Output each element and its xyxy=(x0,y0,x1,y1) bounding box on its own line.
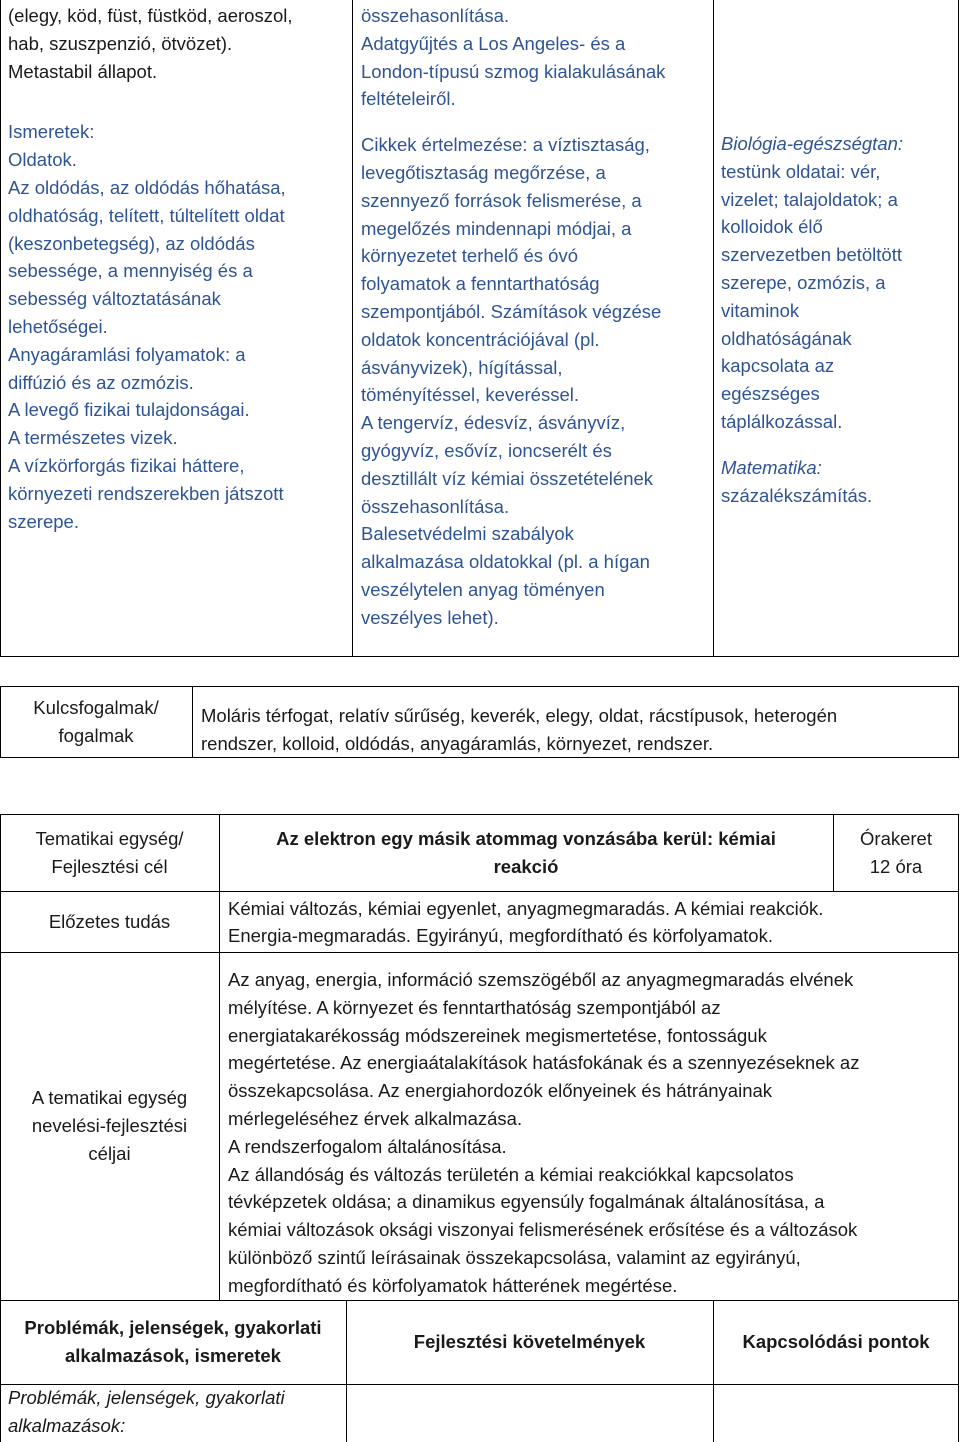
problems-heading xyxy=(8,1384,285,1440)
text-line: alkalmazások: xyxy=(8,1414,126,1436)
text-line: gyógyvíz, esővíz, ioncserélt és xyxy=(361,439,612,461)
text-line: Cikkek értelmezése: a víztisztaság, xyxy=(361,134,650,156)
hours-label: Órakeret xyxy=(860,827,932,849)
content-column xyxy=(721,130,903,509)
text-line: Az állandóság és változás területén a kémiai reakciókkal kapcsolatos xyxy=(228,1163,794,1185)
text-line: rendszer, kolloid, oldódás, anyagáramlás, környezet, rendszer. xyxy=(201,732,714,754)
text-line: reakció xyxy=(493,855,559,877)
text-line: céljai xyxy=(88,1143,131,1164)
text-line: A tengervíz, édesvíz, ásványvíz, xyxy=(361,412,626,434)
text-line: kapcsolata az xyxy=(721,355,835,377)
content-column xyxy=(8,2,293,535)
text-line: oldhatóság, telített, túltelített oldat xyxy=(8,204,285,226)
text-line: összehasonlítása. xyxy=(361,495,510,517)
top-table-bottom-border xyxy=(0,656,959,657)
text-line: megértetése. Az energiaátalakítások hatásfokának és a szennyezéseknek az xyxy=(228,1052,860,1074)
text-line: megelőzés mindennapi módjai, a xyxy=(361,217,632,239)
text-line: összehasonlítása. xyxy=(361,5,510,26)
text-line: Problémák, jelenségek, gyakorlati xyxy=(24,1317,322,1338)
text-span: szempontjából. xyxy=(361,300,486,322)
text-line: kémiai változások oksági viszonyai felismerésének erősítése és a változások xyxy=(228,1219,858,1241)
text-line: szerepe. xyxy=(8,510,79,532)
text-line: (elegy, köd, füst, füstköd, aeroszol, xyxy=(8,5,293,26)
text-line: Adatgyűjtés a Los Angeles- és a xyxy=(361,32,626,54)
col-header-requirements xyxy=(346,1300,713,1384)
text-line: töményítéssel, keveréssel. xyxy=(361,384,579,406)
text-line: kolloidok élő xyxy=(721,216,823,238)
text-line xyxy=(361,298,665,326)
prior-knowledge-label xyxy=(0,891,219,952)
text-line: A levegő fizikai tulajdonságai. xyxy=(8,399,250,421)
text-line: vizelet; talajoldatok; a xyxy=(721,188,898,210)
text-line: lehetőségei. xyxy=(8,315,108,337)
text-line: levegőtisztaság megőrzése, a xyxy=(361,161,606,183)
text-line: sebessége, a mennyiség és a xyxy=(8,260,253,282)
text-line: desztillált víz kémiai összetételének xyxy=(361,467,654,489)
text-line: oldhatóságának xyxy=(721,327,852,349)
text-line: Tematikai egység/ xyxy=(35,827,184,849)
hours-value: 12 óra xyxy=(869,855,923,877)
text-line: Az oldódás, az oldódás hőhatása, xyxy=(8,176,286,198)
text-line: (keszonbetegség), az oldódás xyxy=(8,232,255,254)
text-line: Előzetes tudás xyxy=(48,910,171,932)
text-line: veszélyes lehet). xyxy=(361,606,499,628)
text-line: ásványvizek), hígítással, xyxy=(361,356,563,378)
section-label-ismeretek: Ismeretek: xyxy=(8,121,95,143)
text-line: Balesetvédelmi szabályok xyxy=(361,523,574,545)
top-table-divider-1 xyxy=(352,0,353,656)
text-line: A természetes vizek. xyxy=(8,427,178,449)
text-line: veszélytelen anyag töményen xyxy=(361,578,605,600)
text-line: környezetet terhelő és óvó xyxy=(361,245,578,267)
prior-knowledge-text xyxy=(228,896,823,949)
text-line: Kulcsfogalmak/ xyxy=(33,697,159,718)
text-line: táplálkozással. xyxy=(721,410,843,432)
section-label-biology: Biológia-egészségtan: xyxy=(721,133,904,154)
text-line: mélyítése. A környezet és fenntarthatóság szempontjából az xyxy=(228,996,721,1018)
text-line: vitaminok xyxy=(721,299,800,321)
text-line: Kapcsolódási pontok xyxy=(742,1331,930,1353)
text-line: Metastabil állapot. xyxy=(8,60,158,82)
text-line: környezeti rendszerekben játszott xyxy=(8,482,284,504)
text-line: testünk oldatai: vér, xyxy=(721,160,881,182)
text-line: alkalmazása oldatokkal (pl. a hígan xyxy=(361,551,650,573)
text-line: Problémák, jelenségek, gyakorlati xyxy=(8,1387,285,1408)
top-table-left-border xyxy=(0,0,1,656)
text-line: A tematikai egység xyxy=(31,1087,188,1108)
text-line: százalékszámítás. xyxy=(721,484,873,506)
text-line: szerepe, ozmózis, a xyxy=(721,271,886,293)
text-line: Kémiai változás, kémiai egyenlet, anyagmegmaradás. A kémiai reakciók. xyxy=(228,898,824,919)
top-table-divider-2 xyxy=(713,0,714,656)
text-line: alkalmazások, ismeretek xyxy=(65,1345,281,1366)
text-line: tévképzetek oldása; a dinamikus egyensúly fogalmának általánosítása, a xyxy=(228,1191,825,1213)
text-line: fogalmak xyxy=(58,725,134,746)
text-line: Az anyag, energia, információ szemszögéből az anyagmegmaradás elvének xyxy=(228,969,854,990)
text-line: összekapcsolása. Az energiahordozók előnyeinek és hátrányainak xyxy=(228,1080,773,1102)
unit-title xyxy=(219,814,833,891)
text-line: megfordítható és körfolyamatok hátterének megértése. xyxy=(228,1274,678,1296)
text-line: sebesség változtatásának xyxy=(8,288,221,310)
keywords-divider xyxy=(192,686,193,758)
text-line: energiatakarékosság módszereinek megismertetése, fontosságuk xyxy=(228,1024,767,1046)
keywords-label xyxy=(0,686,192,758)
top-table-right-border xyxy=(958,0,959,656)
text-line: Anyagáramlási folyamatok: a xyxy=(8,343,246,365)
text-line: A vízkörforgás fizikai háttere, xyxy=(8,454,245,476)
text-line: szennyező források felismerése, a xyxy=(361,189,642,211)
text-line: egészséges xyxy=(721,383,820,405)
text-line: Oldatok. xyxy=(8,149,77,171)
text-line: Az elektron egy másik atommag vonzásába kerül: kémiai xyxy=(276,827,776,849)
text-line: feltételeiről. xyxy=(361,88,456,110)
unit-hours xyxy=(833,814,959,891)
col-header-problems xyxy=(0,1300,346,1384)
text-line: Energia-megmaradás. Egyirányú, megfordítható és körfolyamatok. xyxy=(228,924,773,946)
text-span: Számítások végzése xyxy=(485,300,662,322)
col-header-connections xyxy=(713,1300,959,1384)
text-line: oldatok koncentrációjával (pl. xyxy=(361,328,600,350)
keywords-text xyxy=(201,702,837,758)
text-line: nevelési-fejlesztési xyxy=(31,1115,188,1136)
text-line: különböző szintű leírásainak összekapcsolása, valamint az egyirányú, xyxy=(228,1246,801,1268)
goals-label xyxy=(0,952,219,1300)
text-line: Fejlesztési cél xyxy=(51,855,168,877)
text-line: mérlegeléséhez érvek alkalmazása. xyxy=(228,1107,523,1129)
text-line: Moláris térfogat, relatív sűrűség, keverék, elegy, oldat, rácstípusok, heterogén xyxy=(201,705,838,726)
text-line: folyamatok a fenntarthatóság xyxy=(361,273,600,295)
unit-label xyxy=(0,814,219,891)
goals-text xyxy=(228,966,859,1300)
text-line: London-típusú szmog kialakulásának xyxy=(361,60,666,82)
section-label-math: Matematika: xyxy=(721,456,822,478)
text-line: hab, szuszpenzió, ötvözet). xyxy=(8,32,233,54)
content-column xyxy=(361,2,665,632)
text-line: szervezetben betöltött xyxy=(721,244,902,266)
text-line: A rendszerfogalom általánosítása. xyxy=(228,1135,507,1157)
text-line: Fejlesztési követelmények xyxy=(413,1331,646,1353)
text-line: diffúzió és az ozmózis. xyxy=(8,371,194,393)
